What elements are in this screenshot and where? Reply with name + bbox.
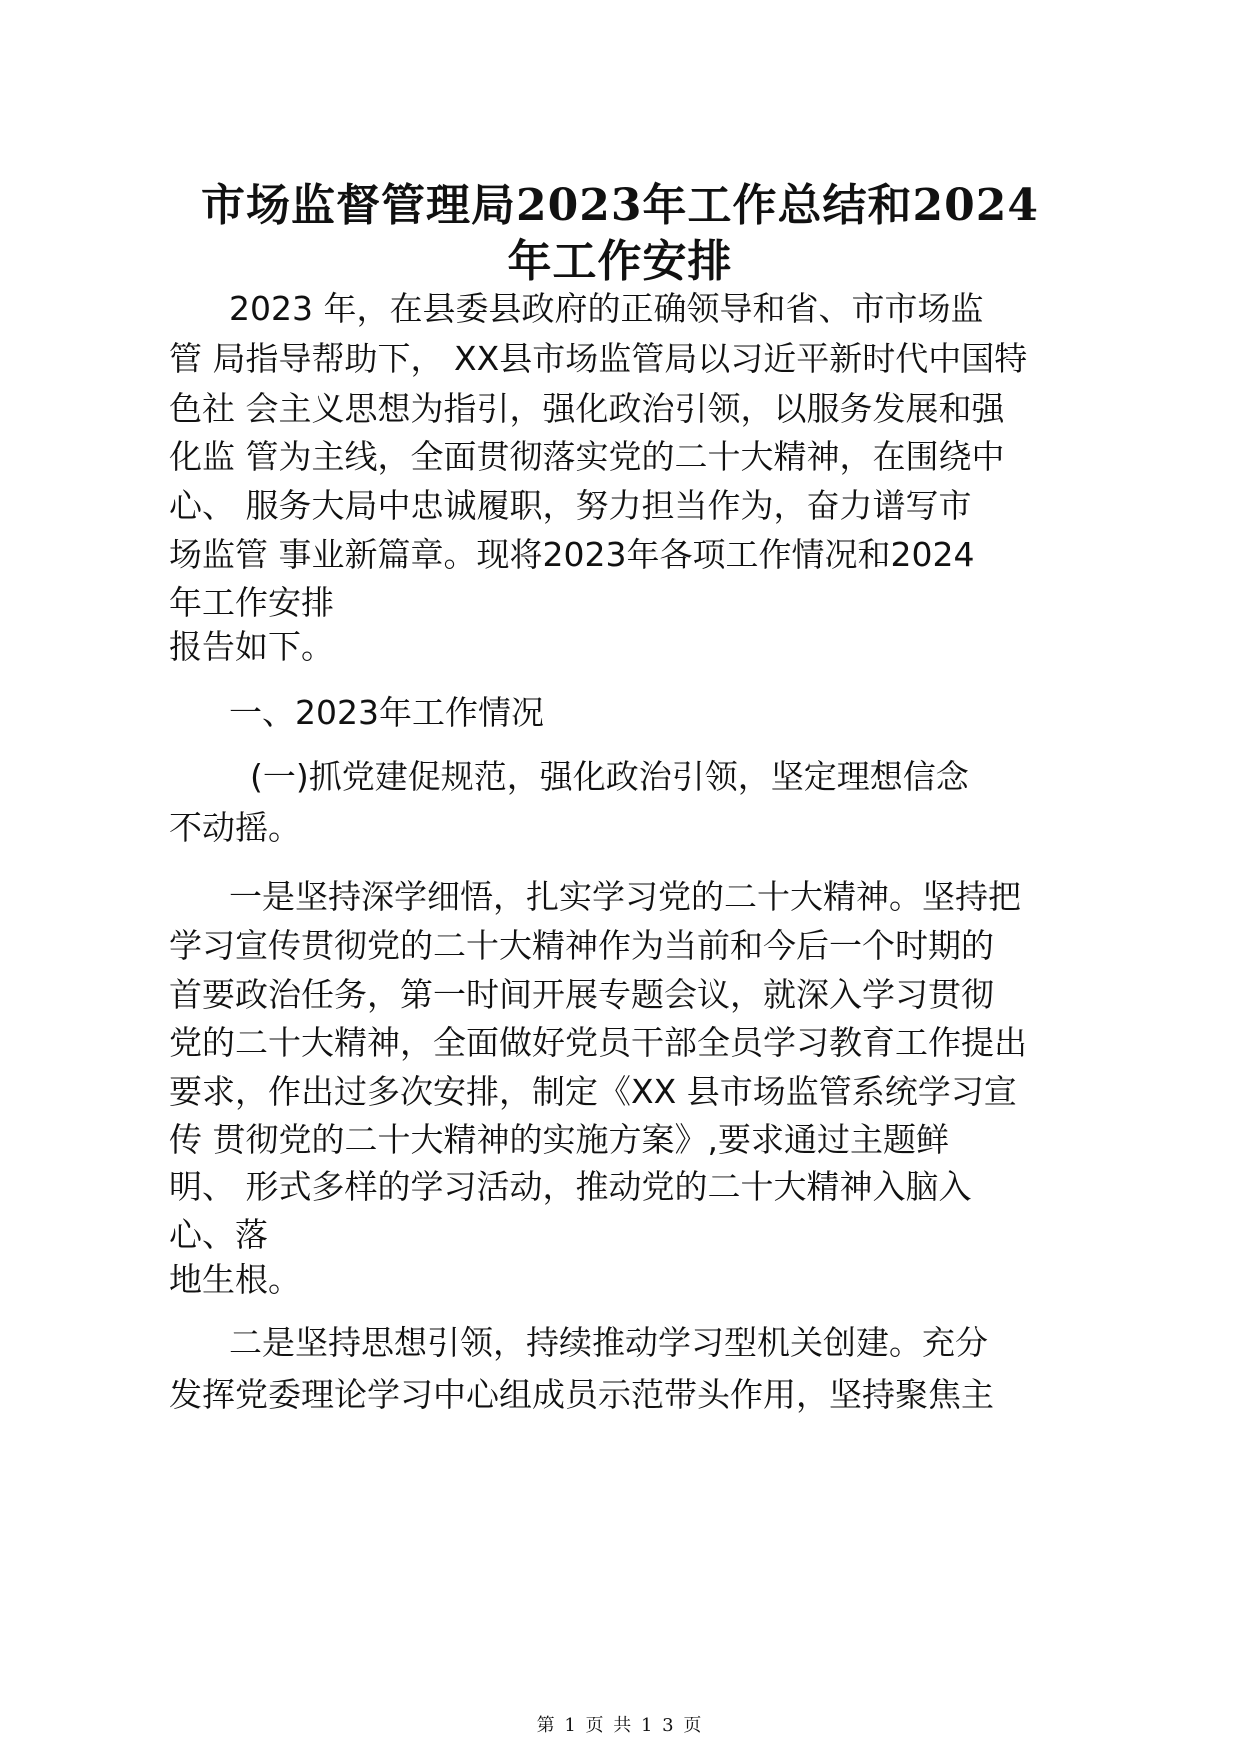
point-2-line-2: 发挥党委理论学习中心组成员示范带头作用，坚持聚焦主: [169, 1375, 994, 1414]
intro-line-8: 报告如下。: [169, 627, 334, 666]
point-1-line-7: 明、 形式多样的学习活动，推动党的二十大精神入脑入: [169, 1167, 972, 1206]
subsection-1-line-2: 不动摇。: [169, 808, 301, 847]
section-heading-1: 一、2023年工作情况: [229, 693, 544, 732]
intro-line-3: 色社 会主义思想为指引，强化政治引领，以服务发展和强: [169, 389, 1005, 428]
point-1-line-4: 党的二十大精神，全面做好党员干部全员学习教育工作提出: [169, 1023, 1027, 1062]
subsection-1-line-1: (一)抓党建促规范，强化政治引领，坚定理想信念: [250, 757, 969, 796]
intro-line-1: 2023 年，在县委县政府的正确领导和省、市市场监: [229, 289, 984, 328]
intro-line-2: 管 局指导帮助下， XX县市场监管局以习近平新时代中国特: [169, 339, 1028, 378]
point-1-line-5: 要求，作出过多次安排，制定《XX 县市场监管系统学习宣: [169, 1072, 1017, 1111]
point-2-line-1: 二是坚持思想引领，持续推动学习型机关创建。充分: [229, 1323, 988, 1362]
intro-line-4: 化监 管为主线，全面贯彻落实党的二十大精神，在围绕中: [169, 437, 1005, 476]
point-1-line-8: 心、落: [169, 1215, 268, 1254]
intro-line-5: 心、 服务大局中忠诚履职，努力担当作为，奋力谱写市: [169, 486, 972, 525]
point-1-line-2: 学习宣传贯彻党的二十大精神作为当前和今后一个时期的: [169, 926, 994, 965]
document-title: [120, 178, 1120, 290]
intro-line-7: 年工作安排: [169, 583, 334, 622]
intro-line-6: 场监管 事业新篇章。现将2023年各项工作情况和2024: [169, 535, 975, 574]
title-line-1: 市场监督管理局2023年工作总结和2024: [201, 180, 1039, 231]
point-1-line-1: 一是坚持深学细悟，扎实学习党的二十大精神。坚持把: [229, 877, 1021, 916]
point-1-line-6: 传 贯彻党的二十大精神的实施方案》,要求通过主题鲜: [169, 1120, 949, 1159]
page-footer: 第 1 页 共 1 3 页: [536, 1715, 704, 1736]
title-line-2: 年工作安排: [507, 236, 733, 287]
point-1-line-9: 地生根。: [169, 1260, 301, 1299]
point-1-line-3: 首要政治任务，第一时间开展专题会议，就深入学习贯彻: [169, 975, 994, 1014]
